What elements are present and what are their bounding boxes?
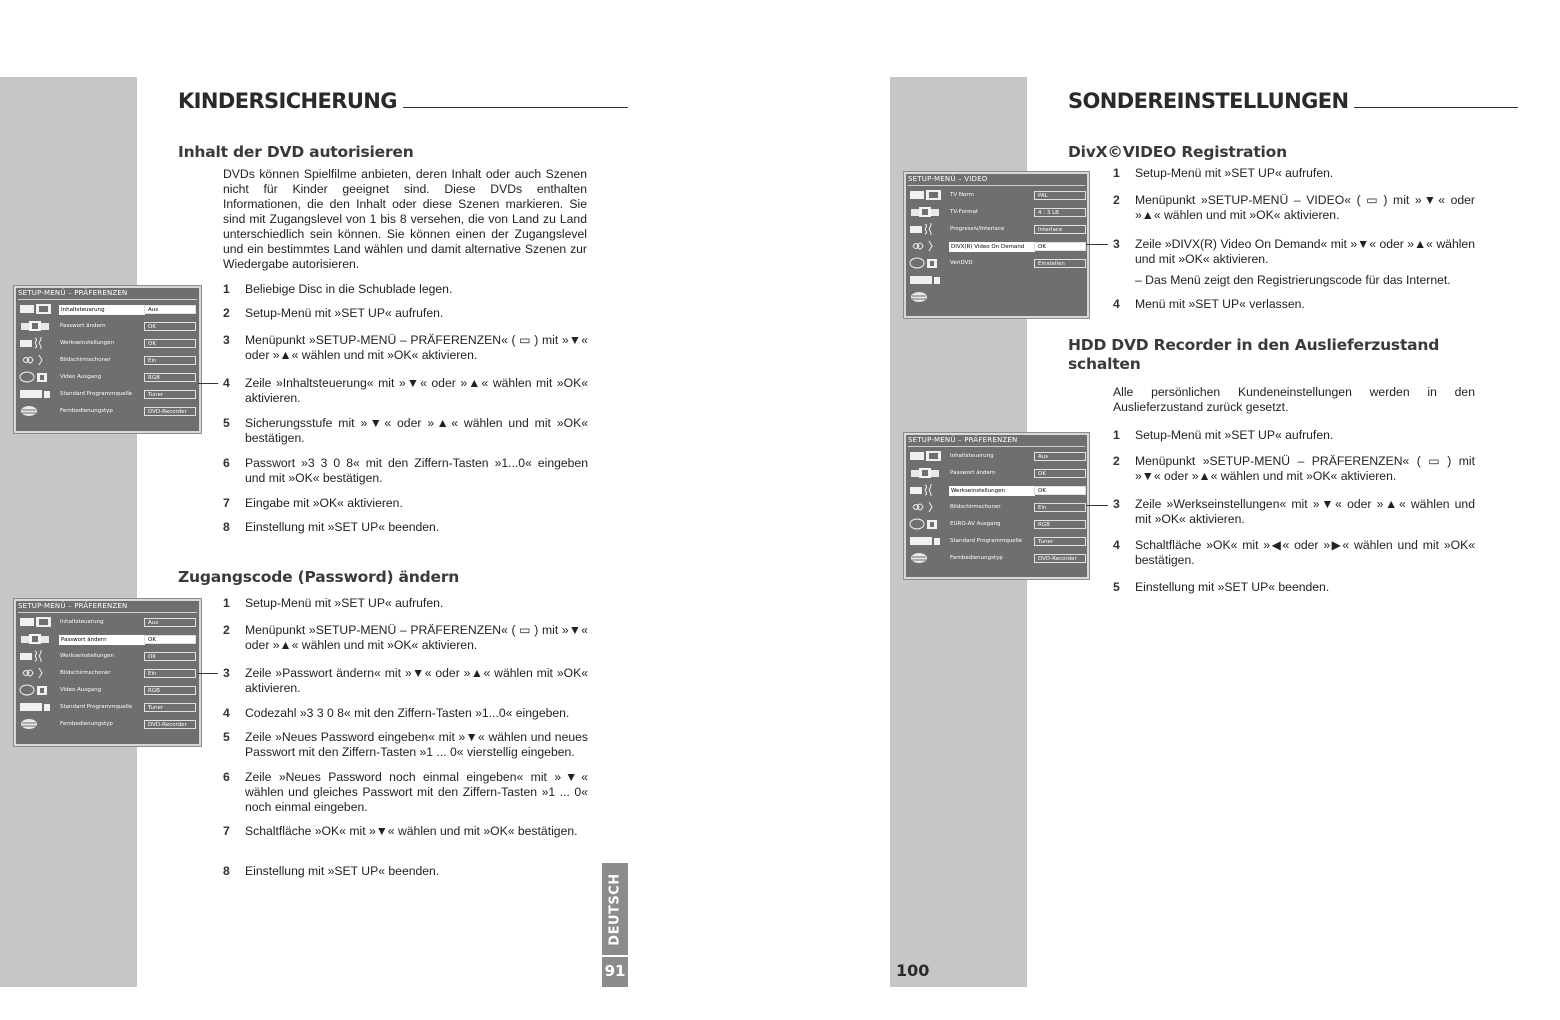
menu-row-value: Tuner	[144, 703, 196, 712]
menu-row-label: Fernbedienungstyp	[950, 555, 1003, 561]
step-item	[223, 623, 588, 653]
step-item	[223, 376, 588, 406]
language-tab-label: DEUTSCH	[607, 872, 623, 946]
monitor-icon	[19, 303, 53, 315]
menu-title: SETUP-MENÜ – PRÄFERENZEN	[908, 436, 1018, 444]
hdd-icon	[909, 291, 943, 303]
menu-row-value: Interlace	[1034, 225, 1086, 234]
step-item	[223, 496, 588, 511]
menu-row-value: 4 : 3 LB	[1034, 208, 1086, 217]
menu-row	[60, 652, 195, 663]
step-text: Schaltfläche »OK« mit »◀« oder »▶« wählen und mit »OK« bestätigen.	[1135, 538, 1475, 567]
chapter-title	[1068, 89, 1518, 113]
step-item	[223, 306, 588, 321]
menu-title: SETUP-MENÜ – VIDEO	[908, 175, 988, 183]
menu-row	[60, 390, 195, 401]
menu-row-value: OK	[1034, 469, 1086, 478]
step-number: 8	[223, 864, 230, 878]
menu-row-label: TV Norm	[950, 192, 974, 198]
menu-divider	[18, 299, 197, 300]
audio-wave-icon	[909, 501, 943, 513]
menu-row	[950, 469, 1083, 480]
step-item	[223, 333, 588, 363]
menu-row	[950, 191, 1083, 202]
step-number: 5	[1113, 580, 1120, 594]
menu-divider	[908, 446, 1085, 447]
step-text: Codezahl »3 3 0 8« mit den Ziffern-Tasten »1...0« eingeben.	[245, 706, 570, 720]
step-number: 7	[223, 824, 230, 838]
menu-divider	[18, 612, 197, 613]
menu-row-value: RGB	[1034, 520, 1086, 529]
step-item	[223, 770, 588, 815]
step-number: 2	[223, 306, 230, 320]
step-item	[223, 666, 588, 696]
menu-row	[60, 305, 195, 316]
step-number: 7	[223, 496, 230, 510]
step-item	[223, 282, 588, 297]
speaker-icon	[909, 484, 943, 496]
menu-row-value: Ein	[144, 669, 196, 678]
menu-row-value: OK	[1034, 486, 1086, 495]
step-number: 6	[223, 456, 230, 470]
step-number: 1	[1113, 166, 1120, 180]
menu-row	[60, 407, 195, 418]
step-text: Zeile »Neues Password noch einmal eingeben« mit »▼« wählen und gleiches Passwort mit den Ziffern-Tasten »1 ... 0« noch einmal eingeben.	[245, 770, 588, 814]
step-number: 5	[223, 416, 230, 430]
remote-icon	[19, 388, 53, 400]
step-item	[1113, 297, 1475, 312]
speaker-icon	[19, 650, 53, 662]
step-item	[223, 824, 588, 839]
section-heading: DivX©VIDEO Registration	[1068, 143, 1287, 161]
step-text: Beliebige Disc in die Schublade legen.	[245, 282, 453, 296]
section-heading: HDD DVD Recorder in den Auslieferzustand schalten	[1068, 336, 1440, 373]
step-item	[223, 456, 588, 486]
menu-row-label: Werkseinstellungen	[60, 340, 115, 346]
step-text: Setup-Menü mit »SET UP« aufrufen.	[1135, 428, 1334, 442]
menu-row-value: DVD-Recorder	[144, 407, 196, 416]
setup-menu-screenshot	[14, 286, 201, 433]
menu-row	[950, 486, 1083, 497]
menu-row	[950, 537, 1083, 548]
menu-row-value: RGB	[144, 373, 196, 382]
menu-row	[950, 242, 1083, 253]
step-number: 4	[1113, 538, 1120, 552]
step-text: Schaltfläche »OK« mit »▼« wählen und mit »OK« bestätigen.	[245, 824, 578, 838]
right-page	[890, 77, 1535, 987]
step-number: 2	[223, 623, 230, 637]
step-item	[223, 864, 588, 879]
menu-row-label: Inhaltsteuerung	[60, 619, 104, 625]
step-number: 4	[223, 376, 230, 390]
menu-row	[60, 669, 195, 680]
audio-wave-icon	[19, 354, 53, 366]
menu-row-value: Aus	[144, 618, 196, 627]
menu-row	[60, 686, 195, 697]
step-text: Menüpunkt »SETUP-MENÜ – PRÄFERENZEN« ( ▭ ) mit »▼« oder »▲« wählen und mit »OK« aktivieren.	[1135, 454, 1475, 483]
menu-row-label: Passwort ändern	[950, 470, 996, 476]
step-text: Passwort »3 3 0 8« mit den Ziffern-Tasten »1...0« eingeben und mit »OK« bestätigen.	[245, 456, 588, 485]
step-text: Zeile »Werkseinstellungen« mit »▼« oder »▲« wählen und mit »OK« aktivieren.	[1135, 497, 1475, 526]
step-text: Menüpunkt »SETUP-MENÜ – PRÄFERENZEN« ( ▭ ) mit »▼« oder »▲« wählen und mit »OK« aktivieren.	[245, 623, 588, 652]
remote-icon	[909, 535, 943, 547]
page-number: 91	[604, 962, 626, 980]
menu-row-label: Werkseinstellungen	[60, 653, 115, 659]
chapter-title-text: SONDEREINSTELLUNGEN	[1068, 89, 1349, 113]
audio-wave-icon	[909, 240, 943, 252]
step-number: 1	[223, 282, 230, 296]
menu-row-value: Ein	[144, 356, 196, 365]
setup-menu-screenshot	[14, 599, 201, 746]
disc-icon	[909, 257, 943, 269]
menu-row-value: Aus	[1034, 452, 1086, 461]
title-rule	[1354, 107, 1518, 108]
menu-row-label: DIVX(R) Video On Demand	[949, 242, 1035, 252]
audio-wave-icon	[19, 667, 53, 679]
menu-row-label: Video Ausgang	[60, 374, 102, 380]
menu-row-value: OK	[144, 635, 196, 644]
step-note: – Das Menü zeigt den Registrierungscode für das Internet.	[1135, 273, 1451, 287]
menu-row-label: Passwort ändern	[60, 323, 106, 329]
step-item	[223, 730, 588, 760]
menu-row-label: Passwort ändern	[59, 635, 145, 645]
chapter-title	[178, 89, 628, 113]
step-number: 6	[223, 770, 230, 784]
remote-icon	[909, 274, 943, 286]
menu-row	[950, 503, 1083, 514]
menu-title: SETUP-MENÜ – PRÄFERENZEN	[18, 602, 128, 610]
step-text: Zeile »Passwort ändern« mit »▼« oder »▲« wählen mit »OK« aktivieren.	[245, 666, 588, 695]
step-number: 3	[223, 666, 230, 680]
step-item	[223, 706, 588, 721]
tv-icon	[19, 320, 53, 332]
menu-row-value: OK	[144, 339, 196, 348]
menu-row-value: PAL	[1034, 191, 1086, 200]
menu-row-label: Fernbedienungstyp	[60, 408, 113, 414]
menu-row-value: DVD-Recorder	[1034, 554, 1086, 563]
menu-row	[60, 635, 195, 646]
step-text: Einstellung mit »SET UP« beenden.	[245, 864, 440, 878]
step-number: 3	[223, 333, 230, 347]
menu-row-label: Video Ausgang	[60, 687, 102, 693]
menu-row-value: Tuner	[144, 390, 196, 399]
chapter-title-text: KINDERSICHERUNG	[178, 89, 397, 113]
step-text: Menü mit »SET UP« verlassen.	[1135, 297, 1305, 311]
step-text: Eingabe mit »OK« aktivieren.	[245, 496, 403, 510]
disc-icon	[19, 684, 53, 696]
step-item	[1113, 497, 1475, 527]
step-item	[1113, 237, 1475, 267]
tv-icon	[909, 467, 943, 479]
menu-row	[60, 339, 195, 350]
tv-icon	[909, 206, 943, 218]
menu-row-value: Aus	[144, 305, 196, 314]
callout-line	[198, 673, 218, 674]
tv-icon	[19, 633, 53, 645]
step-number: 3	[1113, 497, 1120, 511]
menu-row-label: Inhaltsteuerung	[950, 453, 994, 459]
menu-row-label: Progressiv/Interlace	[950, 226, 1005, 232]
monitor-icon	[909, 450, 943, 462]
left-margin-band	[0, 77, 137, 987]
disc-icon	[19, 371, 53, 383]
step-text: Zeile »DIVX(R) Video On Demand« mit »▼« oder »▲« wählen und mit »OK« aktivieren.	[1135, 237, 1475, 266]
hdd-icon	[19, 718, 53, 730]
menu-divider	[908, 185, 1085, 186]
disc-icon	[909, 518, 943, 530]
menu-row-label: Fernbedienungstyp	[60, 721, 113, 727]
step-text: Menüpunkt »SETUP-MENÜ – PRÄFERENZEN« ( ▭ ) mit »▼« oder »▲« wählen und mit »OK« aktivieren.	[245, 333, 588, 362]
menu-row-label: TV-Format	[950, 209, 979, 215]
monitor-icon	[19, 616, 53, 628]
step-number: 1	[223, 596, 230, 610]
setup-menu-screenshot	[904, 172, 1089, 318]
menu-row	[60, 720, 195, 731]
hdd-icon	[19, 405, 53, 417]
step-number: 2	[1113, 454, 1120, 468]
step-number: 8	[223, 520, 230, 534]
menu-row	[950, 225, 1083, 236]
remote-icon	[19, 701, 53, 713]
menu-row-value: Tuner	[1034, 537, 1086, 546]
speaker-icon	[909, 223, 943, 235]
menu-row-value: OK	[144, 322, 196, 331]
title-rule	[403, 107, 628, 108]
menu-row-label: Bildschirmschoner	[950, 504, 1001, 510]
menu-row	[950, 208, 1083, 219]
menu-row-value: DVD-Recorder	[144, 720, 196, 729]
step-text: Zeile »Neues Password eingeben« mit »▼« wählen und neues Passwort mit den Ziffern-Tasten »1 ... 0« vierstellig eingeben.	[245, 730, 588, 759]
step-number: 3	[1113, 237, 1120, 251]
menu-row	[950, 520, 1083, 531]
menu-row	[60, 322, 195, 333]
step-text: Einstellung mit »SET UP« beenden.	[1135, 580, 1330, 594]
callout-line	[1086, 244, 1108, 245]
menu-row-label: VeriDVD	[950, 260, 973, 266]
callout-line	[198, 383, 218, 384]
menu-row-label: Standard Programmquelle	[60, 704, 133, 710]
intro-paragraph: Alle persönlichen Kundeneinstellungen werden in den Auslieferzustand zurück gesetzt.	[1113, 385, 1475, 414]
menu-row	[60, 703, 195, 714]
menu-row-label: Bildschirmschoner	[60, 670, 111, 676]
callout-line	[1086, 505, 1108, 506]
step-number: 2	[1113, 193, 1120, 207]
menu-row-value: Ein	[1034, 503, 1086, 512]
step-item	[223, 520, 588, 535]
menu-row-value: OK	[1034, 242, 1086, 251]
step-text: Zeile »Inhaltsteuerung« mit »▼« oder »▲« wählen mit »OK« aktivieren.	[245, 376, 588, 405]
step-text: Sicherungsstufe mit »▼« oder »▲« wählen und mit »OK« bestätigen.	[245, 416, 588, 445]
menu-row	[950, 554, 1083, 565]
step-number: 1	[1113, 428, 1120, 442]
menu-row-value: Einstellen	[1034, 259, 1086, 268]
menu-row-value: OK	[144, 652, 196, 661]
step-text: Setup-Menü mit »SET UP« aufrufen.	[245, 596, 444, 610]
step-number: 4	[223, 706, 230, 720]
left-page	[0, 77, 628, 987]
menu-row	[60, 618, 195, 629]
step-text: Menüpunkt »SETUP-MENÜ – VIDEO« ( ▭ ) mit »▼« oder »▲« wählen und mit »OK« aktivieren.	[1135, 193, 1475, 222]
menu-row-value: RGB	[144, 686, 196, 695]
step-item	[1113, 454, 1475, 484]
menu-row-label: Standard Programmquelle	[950, 538, 1023, 544]
step-item	[1113, 580, 1475, 595]
step-text: Einstellung mit »SET UP« beenden.	[245, 520, 440, 534]
step-item	[1113, 538, 1475, 568]
intro-paragraph: DVDs können Spielfilme anbieten, deren Inhalt oder auch Szenen nicht für Kinder geeignet sind. Diese DVDs enthalten Informationen, die den Inhalt oder diese Szenen markieren. Sie sind mit Zugangslevel von 1 bis 8 versehen, die von Land zu Land unterschiedlich sein können. Sie können einen der Zugangslevel und ein bestimmtes Land wählen und damit alternative Szenen zur Wiedergabe autorisieren.	[223, 167, 587, 271]
menu-row-label: Bildschirmschoner	[60, 357, 111, 363]
step-item	[223, 416, 588, 446]
step-item	[223, 596, 588, 611]
speaker-icon	[19, 337, 53, 349]
section-heading: Zugangscode (Password) ändern	[178, 568, 460, 586]
setup-menu-screenshot	[904, 433, 1089, 579]
hdd-icon	[909, 552, 943, 564]
step-item	[1113, 193, 1475, 223]
step-text: Setup-Menü mit »SET UP« aufrufen.	[1135, 166, 1334, 180]
menu-row	[950, 452, 1083, 463]
step-number: 5	[223, 730, 230, 744]
step-item	[1113, 428, 1475, 443]
menu-row-label: EURO-AV Ausgang	[950, 521, 1001, 527]
step-number: 4	[1113, 297, 1120, 311]
language-tab	[602, 863, 628, 955]
step-item	[1113, 166, 1475, 181]
monitor-icon	[909, 189, 943, 201]
page-number: 100	[896, 961, 930, 980]
menu-title: SETUP-MENÜ – PRÄFERENZEN	[18, 289, 128, 297]
menu-row-label: Standard Programmquelle	[60, 391, 133, 397]
page-number-tab	[602, 957, 628, 987]
section-heading: Inhalt der DVD autorisieren	[178, 143, 414, 161]
menu-row-label: Inhaltsteuerung	[59, 305, 145, 315]
step-text: Setup-Menü mit »SET UP« aufrufen.	[245, 306, 444, 320]
menu-row	[950, 259, 1083, 270]
menu-row	[60, 356, 195, 367]
menu-row-label: Werkseinstellungen	[949, 486, 1035, 496]
menu-row	[60, 373, 195, 384]
